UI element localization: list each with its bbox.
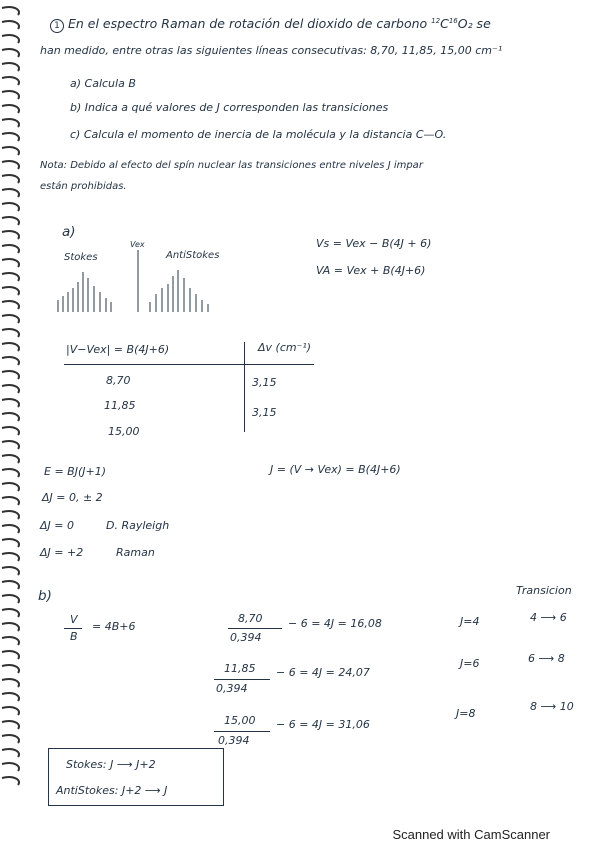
row-numerator: 8,70: [238, 612, 263, 625]
table-divider-vertical: [244, 342, 245, 432]
summary-antistokes: AntiStokes: J+2 ⟶ J: [56, 784, 168, 797]
row-fraction-bar: [214, 679, 270, 680]
spiral-loop: [2, 511, 19, 519]
spiral-loop: [2, 637, 19, 645]
shift-equation: J = (V → Vex) = B(4J+6): [270, 463, 401, 476]
spiral-loop: [2, 581, 19, 589]
spiral-binding: [0, 0, 26, 800]
antistokes-lines: [150, 270, 208, 312]
row-j-value: J=6: [460, 657, 480, 670]
question-a: a) Calcula B: [70, 77, 136, 90]
row-result: − 6 = 4J = 24,07: [276, 666, 370, 679]
raman-spectrum-sketch: [50, 238, 230, 318]
problem-number: 1: [50, 19, 64, 33]
spiral-loop: [2, 7, 19, 15]
spiral-loop: [2, 147, 19, 155]
row-j-value: J=8: [456, 707, 476, 720]
note-line-2: están prohibidas.: [40, 181, 127, 192]
spiral-loop: [2, 231, 19, 239]
spiral-loop: [2, 343, 19, 351]
antistokes-label: AntiStokes: [166, 250, 220, 261]
spiral-loop: [2, 329, 19, 337]
row-result: − 6 = 4J = 16,08: [288, 617, 382, 630]
question-c: c) Calcula el momento de inercia de la molécula y la distancia C—O.: [70, 128, 447, 141]
spiral-loop: [2, 315, 19, 323]
rule-zero-left: ΔJ = 0: [40, 519, 74, 532]
row-denominator: 0,394: [216, 682, 248, 695]
spiral-loop: [2, 469, 19, 477]
part-b-label: b): [38, 588, 52, 604]
spiral-loop: [2, 497, 19, 505]
problem-line-1: 1 En el espectro Raman de rotación del dioxido de carbono $^{12}C^{16}O_2$ se: [50, 16, 491, 33]
table-divider-horizontal: [64, 364, 314, 365]
spiral-loop: [2, 693, 19, 701]
transition-header: Transicion: [516, 584, 572, 597]
spiral-loop: [2, 707, 19, 715]
table-value: 15,00: [108, 425, 140, 438]
rule-zero-right: D. Rayleigh: [106, 519, 170, 532]
spiral-loop: [2, 623, 19, 631]
part-a-label: a): [62, 224, 76, 240]
spiral-loop: [2, 777, 19, 785]
spiral-loop: [2, 609, 19, 617]
spiral-loop: [2, 63, 19, 71]
spiral-loop: [2, 273, 19, 281]
spiral-loop: [2, 189, 19, 197]
spiral-loop: [2, 595, 19, 603]
ratio-numerator: V: [70, 613, 78, 626]
row-fraction-bar: [228, 628, 282, 629]
row-transition: 6 ⟶ 8: [528, 652, 565, 665]
rule-two-left: ΔJ = +2: [40, 546, 84, 559]
row-transition: 8 ⟶ 10: [530, 700, 574, 713]
spiral-loop: [2, 77, 19, 85]
spiral-loop: [2, 735, 19, 743]
row-numerator: 15,00: [224, 714, 256, 727]
stokes-label: Stokes: [64, 252, 98, 263]
scanner-watermark: Scanned with CamScanner: [392, 827, 550, 842]
ratio-bar: [64, 628, 82, 629]
spiral-loop: [2, 525, 19, 533]
spiral-loop: [2, 553, 19, 561]
spiral-loop: [2, 91, 19, 99]
spiral-loop: [2, 721, 19, 729]
stokes-lines: [58, 272, 111, 312]
selection-rule: ΔJ = 0, ± 2: [42, 491, 103, 504]
spiral-loop: [2, 427, 19, 435]
table-difference: 3,15: [252, 376, 277, 389]
antistokes-equation: VA = Vex + B(4J+6): [316, 264, 426, 277]
row-fraction-bar: [214, 731, 270, 732]
summary-stokes: Stokes: J ⟶ J+2: [66, 758, 156, 771]
spiral-loop: [2, 413, 19, 421]
ratio-denominator: B: [70, 630, 78, 643]
row-j-value: J=4: [460, 615, 480, 628]
spiral-loop: [2, 357, 19, 365]
spiral-loop: [2, 175, 19, 183]
spiral-loop: [2, 371, 19, 379]
vex-label: Vex: [130, 240, 145, 249]
question-b: b) Indica a qué valores de J corresponden las transiciones: [70, 101, 389, 114]
problem-line-2: han medido, entre otras las siguientes líneas consecutivas: 8,70, 11,85, 15,00 cm⁻¹: [40, 44, 503, 57]
note-line-1: Nota: Debido al efecto del spín nuclear las transiciones entre niveles J impar: [40, 160, 423, 171]
table-value: 8,70: [106, 374, 131, 387]
spiral-loop: [2, 21, 19, 29]
summary-box: [48, 748, 224, 806]
table-header-left: |V−Vex| = B(4J+6): [66, 343, 170, 356]
spiral-loop: [2, 679, 19, 687]
spiral-loop: [2, 49, 19, 57]
spiral-loop: [2, 245, 19, 253]
stokes-equation: Vs = Vex − B(4J + 6): [316, 237, 432, 250]
spiral-loop: [2, 161, 19, 169]
table-difference: 3,15: [252, 406, 277, 419]
spiral-loop: [2, 483, 19, 491]
spiral-loop: [2, 217, 19, 225]
row-result: − 6 = 4J = 31,06: [276, 718, 370, 731]
row-denominator: 0,394: [230, 631, 262, 644]
energy-equation: E = BJ(J+1): [44, 465, 106, 478]
spiral-loop: [2, 749, 19, 757]
spiral-loop: [2, 119, 19, 127]
spiral-loop: [2, 133, 19, 141]
spiral-loop: [2, 301, 19, 309]
ratio-rhs: = 4B+6: [92, 620, 136, 633]
spiral-loop: [2, 539, 19, 547]
table-value: 11,85: [104, 399, 136, 412]
spiral-loop: [2, 455, 19, 463]
spiral-loop: [2, 763, 19, 771]
spiral-loop: [2, 385, 19, 393]
spiral-loop: [2, 441, 19, 449]
row-transition: 4 ⟶ 6: [530, 611, 567, 624]
spiral-loop: [2, 259, 19, 267]
row-numerator: 11,85: [224, 662, 256, 675]
rule-two-right: Raman: [116, 546, 155, 559]
spiral-loop: [2, 651, 19, 659]
spiral-loop: [2, 105, 19, 113]
spiral-loop: [2, 665, 19, 673]
spiral-loop: [2, 287, 19, 295]
spiral-loop: [2, 567, 19, 575]
spiral-loop: [2, 35, 19, 43]
row-denominator: 0,394: [218, 734, 250, 747]
spiral-loop: [2, 203, 19, 211]
table-header-right: Δv (cm⁻¹): [258, 341, 312, 354]
spiral-loop: [2, 399, 19, 407]
